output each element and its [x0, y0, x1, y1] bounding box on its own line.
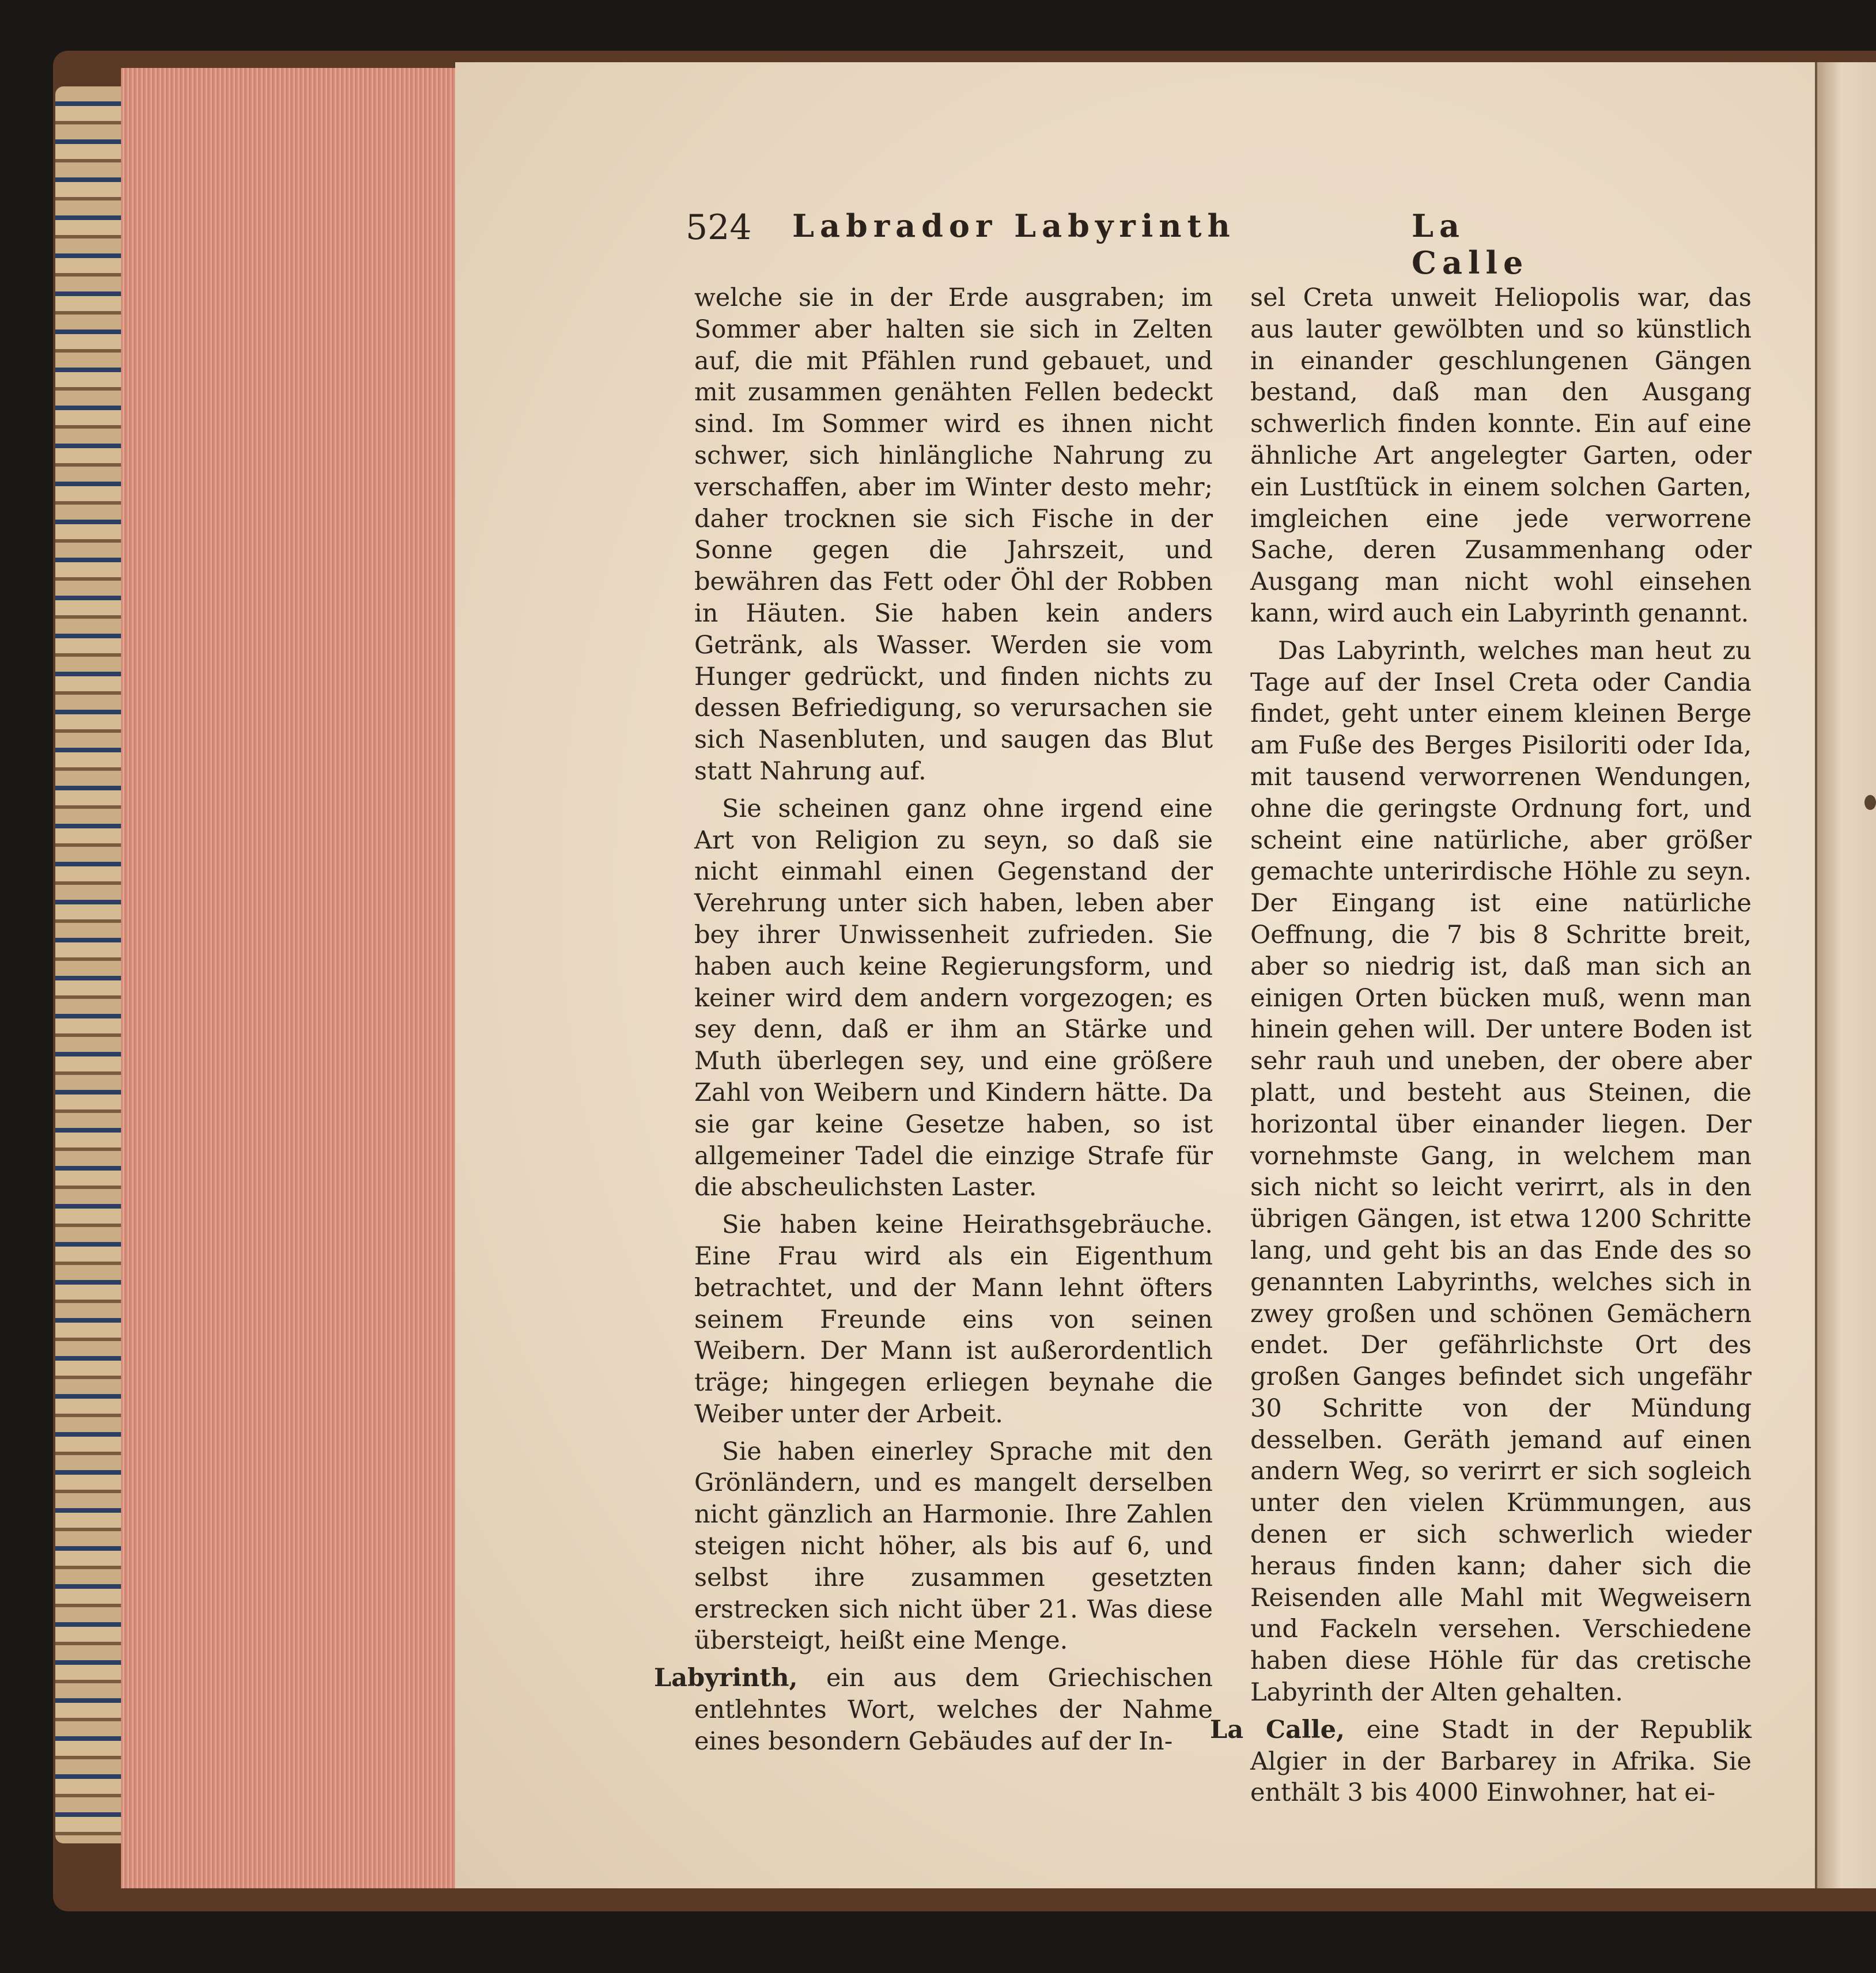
entry-headword: La Calle,: [1210, 1715, 1345, 1744]
page-number: 524: [686, 207, 752, 248]
entry-text: ein aus dem Griechischen entlehntes Wort, welches der Nahme eines besondern Gebäudes auf der In-: [694, 1664, 1213, 1756]
paragraph: Das Labyrinth, welches man heut zu Tage auf der Insel Creta oder Candia findet, geht unter einem kleinen Berge am Fuße des Berges Pisiloriti oder Ida, mit tausend verworrenen Wendungen, ohne die geringste Ordnung fort, und scheint eine natürliche, aber größer gemachte unterirdische Höhle zu seyn. Der Eingang ist eine natürliche Oeffnung, die 7 bis 8 Schritte breit, aber so niedrig ist, daß man sich an einigen Orten bücken muß, wenn man hinein gehen will. Der untere Boden ist sehr rauh und uneben, der obere aber platt, und besteht aus Steinen, die horizontal über einander liegen. Der vornehmste Gang, in welchem man sich nicht so leicht verirrt, als in den übrigen Gängen, ist etwa 1200 Schritte lang, und geht bis an das Ende des so genannten Labyrinths, welches sich in zwey großen und schönen Gemächern endet. Der gefährlichste Ort des großen Ganges befindet sich ungefähr 30 Schritte von der Mündung desselben. Geräth jemand auf einen andern Weg, so verirrt er sich sogleich unter den vielen Krümmungen, aus denen er sich schwerlich wieder heraus finden kann; daher sich die Reisenden alle Mahl mit Wegweisern und Fackeln versehen. Verschiedene haben diese Höhle für das cretische Labyrinth der Alten gehalten.: [1250, 636, 1752, 1707]
left-column: [654, 282, 1213, 1763]
paragraph: Sie haben keine Heirathsgebräuche. Eine Frau wird als ein Eigenthum betrachtet, und der Mann lehnt öfters seinem Freunde eins von seinen Weibern. Der Mann ist außerordentlich träge; hingegen erliegen beynahe die Weiber unter der Arbeit.: [694, 1210, 1213, 1429]
red-page-edges: [121, 68, 461, 1888]
paragraph: sel Creta unweit Heliopolis war, das aus lauter gewölbten und so künstlich in einander geschlungenen Gängen bestand, daß man den Ausgang schwerlich finden konnte. Ein auf eine ähnliche Art angelegter Garten, oder ein Lustſtück in einem solchen Garten, imgleichen eine jede verworrene Sache, deren Zusammenhang oder Ausgang man nicht wohl einsehen kann, wird auch ein Labyrinth genannt.: [1250, 283, 1752, 628]
running-head-left: Labrador Labyrinth: [792, 207, 1236, 244]
running-head-right: La Calle: [1412, 207, 1529, 281]
entry-text: eine Stadt in der Republik Algier in der Barbarey in Afrika. Sie enthält 3 bis 4000 Einwohner, hat ei-: [1250, 1715, 1752, 1808]
dictionary-entry: [1210, 1714, 1752, 1809]
ink-spot: [1864, 795, 1876, 810]
running-head: [686, 207, 1579, 281]
entry-headword: Labyrinth,: [654, 1664, 798, 1693]
paragraph: welche sie in der Erde ausgraben; im Sommer aber halten sie sich in Zelten auf, die mit Pfählen rund gebauet, und mit zusammen genähten Fellen bedeckt sind. Im Sommer wird es ihnen nicht schwer, sich hinlängliche Nahrung zu verschaffen, aber im Winter desto mehr; daher trocknen sie sich Fische in der Sonne gegen die Jahrszeit, und bewähren das Fett oder Öhl der Robben in Häuten. Sie haben kein anders Getränk, als Wasser. Werden sie vom Hunger gedrückt, und finden nichts zu dessen Befriedigung, so verursachen sie sich Nasenbluten, und saugen das Blut statt Nahrung auf.: [694, 283, 1213, 786]
paragraph: Sie scheinen ganz ohne irgend eine Art von Religion zu seyn, so daß sie nicht einmahl einen Gegenstand der Verehrung unter sich haben, leben aber bey ihrer Unwissenheit zufrieden. Sie haben auch keine Regierungsform, und keiner wird dem andern vorgezogen; es sey denn, daß er ihm an Stärke und Muth überlegen sey, und eine größere Zahl von Weibern und Kindern hätte. Da sie gar keine Gesetze haben, so ist allgemeiner Tadel die einzige Strafe für die abscheulichsten Laster.: [694, 794, 1213, 1202]
paragraph: Sie haben einerley Sprache mit den Grönländern, und es mangelt derselben nicht gänzlich an Harmonie. Ihre Zahlen steigen nicht höher, als bis auf 6, und selbst ihre zusammen gesetzten erstrecken sich nicht über 21. Was diese übersteigt, heißt eine Menge.: [694, 1437, 1213, 1656]
facing-page-edge: [1815, 62, 1876, 1888]
right-column: [1210, 282, 1752, 1815]
marbled-cover-edge: [55, 86, 129, 1843]
dictionary-entry: [654, 1663, 1213, 1757]
